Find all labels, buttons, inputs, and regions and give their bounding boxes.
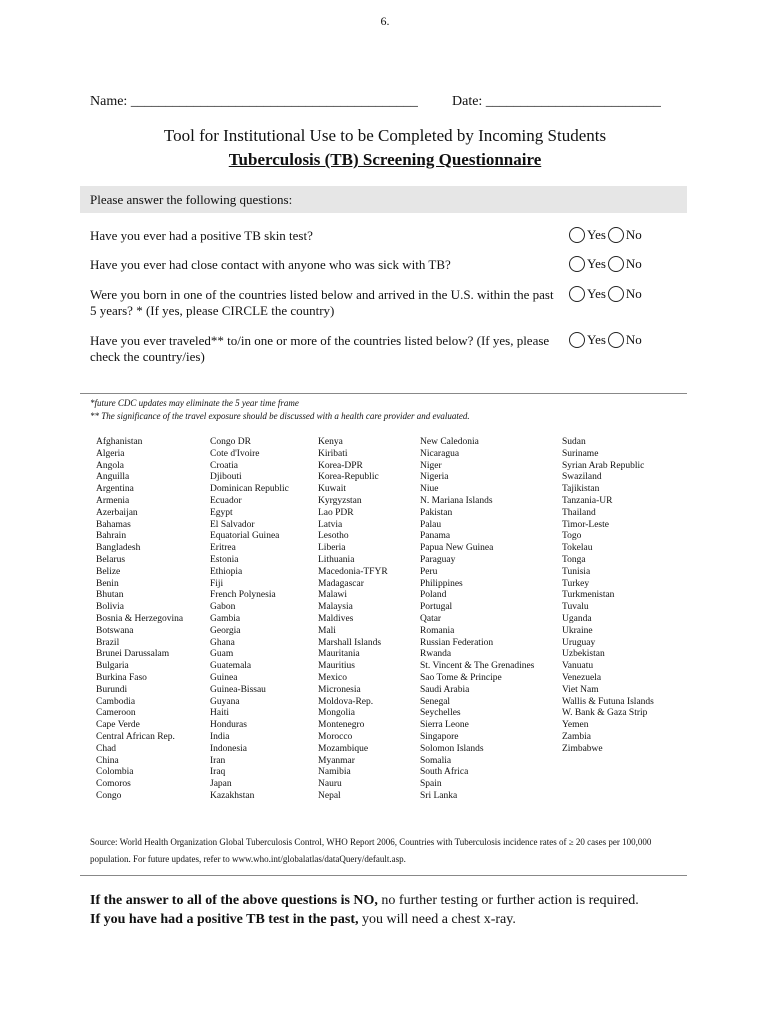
country-item: Eritrea [210,543,236,554]
country-item: Tonga [562,554,586,565]
country-item: Mozambique [318,743,369,754]
country-item: N. Mariana Islands [420,495,493,506]
country-item: Guinea [210,672,238,683]
country-item: Cape Verde [96,720,140,731]
country-item: Tokelau [562,543,593,554]
country-item: Uganda [562,613,592,624]
country-item: Mongolia [318,708,355,719]
document-title: Tool for Institutional Use to be Completed by Incoming Students [163,126,607,145]
country-item: El Salvador [210,519,255,530]
question-1: Have you ever had a positive TB skin test? [90,228,313,243]
country-item: French Polynesia [210,590,276,601]
country-item: Haiti [210,708,229,719]
country-item: Armenia [96,495,130,506]
country-item: Montenegro [318,720,365,731]
country-item: Zambia [562,731,592,742]
question-4-options [569,332,644,348]
country-item: Sao Tome & Principe [420,672,502,683]
footnote-travel: ** The significance of the travel exposure should be discussed with a health care provider and evaluated. [90,411,470,421]
country-item: Timor-Leste [562,519,609,530]
country-item: Japan [210,779,232,790]
no-label: No [625,227,642,242]
country-item: Bahamas [96,519,131,530]
country-item: Guyana [210,696,240,707]
country-item: Central African Rep. [96,731,175,742]
conclusion-no-line [90,893,639,909]
country-item: Liberia [318,543,346,554]
radio-no-q1[interactable] [608,227,624,243]
yes-label: Yes [587,256,606,271]
country-item: Sierra Leone [420,720,469,731]
country-item: Saudi Arabia [420,684,470,695]
country-item: Brunei Darussalam [96,649,170,660]
country-item: Turkmenistan [562,590,615,601]
country-item: Malaysia [318,602,353,613]
country-item: Yemen [562,720,589,731]
country-item: Kiribati [318,448,348,459]
country-item: Bahrain [96,531,127,542]
no-label: No [625,286,642,301]
question-3-options [569,286,644,302]
country-item: Argentina [96,484,134,495]
country-item: Iran [210,755,226,766]
country-item: Bosnia & Herzegovina [96,613,184,624]
country-item: Anguilla [96,472,130,483]
no-label: No [625,256,642,271]
country-item: Sudan [562,437,586,447]
country-item: Pakistan [420,507,453,518]
country-item: Cote d'Ivoire [210,448,260,459]
country-item: Gabon [210,602,236,613]
country-item: Congo DR [210,437,251,447]
country-item: Thailand [562,507,596,518]
footnote-5-year: *future CDC updates may eliminate the 5 year time frame [90,398,299,408]
country-item: Guam [210,649,234,660]
divider [80,875,687,876]
country-item: Bolivia [96,602,124,613]
country-item: Equatorial Guinea [210,531,280,542]
country-item: Malawi [318,590,348,601]
country-item: Uzbekistan [562,649,605,660]
country-item: Kazakhstan [210,790,255,801]
country-item: Croatia [210,460,238,471]
country-item: Venezuela [562,672,602,683]
radio-no-q3[interactable] [608,286,624,302]
country-item: Swaziland [562,472,602,483]
country-item: Indonesia [210,743,247,754]
country-item: Korea-Republic [318,472,379,483]
country-item: Cameroon [96,708,136,719]
country-item: Burkina Faso [96,672,147,683]
country-item: Philippines [420,578,463,589]
country-item: Brazil [96,637,120,648]
country-item: Nicaragua [420,448,460,459]
date-field[interactable]: Date: _________________________ [452,94,661,109]
radio-yes-q4[interactable] [569,332,585,348]
country-item: Djibouti [210,472,242,483]
country-item: Iraq [210,767,226,778]
country-item: Latvia [318,519,343,530]
country-item: Nauru [318,779,342,790]
country-item: Kuwait [318,484,346,495]
country-item: Morocco [318,731,353,742]
country-item: Maldives [318,613,354,624]
country-item: Bhutan [96,590,124,601]
country-item: Papua New Guinea [420,543,494,554]
country-item: Peru [420,566,438,577]
question-2-options [569,256,644,272]
country-item: Poland [420,590,447,601]
source-note: Source: World Health Organization Global Tuberculosis Control, WHO Report 2006, Countries with Tuberculosis incidence rates of ≥ 20 cases per 100,000 population. For future updates, refer to www.who.int/globalatlas/dataQuery/default.asp. [90,837,652,864]
country-item: Belize [96,566,121,577]
country-item: Myanmar [318,755,355,766]
country-item: St. Vincent & The Grenadines [420,661,535,672]
country-item: Moldova-Rep. [318,696,374,707]
country-item: South Africa [420,767,469,778]
question-4: Have you ever traveled** to/in one or more of the countries listed below? (If yes, please check the country/ies) [90,333,550,364]
country-item: Lesotho [318,531,349,542]
radio-yes-q2[interactable] [569,256,585,272]
country-item: Namibia [318,767,351,778]
country-item: China [96,755,119,766]
country-item: Syrian Arab Republic [562,460,645,471]
country-item: Russian Federation [420,637,494,648]
country-item: Tanzania-UR [562,495,613,506]
country-item: Marshall Islands [318,637,382,648]
country-item: Ukraine [562,625,593,636]
country-item: Guatemala [210,661,252,672]
country-item: Palau [420,519,442,530]
country-item: Guinea-Bissau [210,684,266,695]
country-item: New Caledonia [420,437,479,447]
document-subtitle: Tuberculosis (TB) Screening Questionnaire [228,150,542,169]
country-item: Mauritania [318,649,360,660]
country-item: Wallis & Futuna Islands [562,696,654,707]
divider [80,393,687,394]
country-column-2 [210,437,289,803]
question-2: Have you ever had close contact with anyone who was sick with TB? [90,257,451,272]
country-item: Congo [96,790,122,801]
conclusion-positive-rest: you will need a chest x-ray. [358,912,516,927]
country-item: Burundi [96,684,128,695]
country-item: Singapore [420,731,459,742]
conclusion-no-bold: If the answer to all of the above questions is NO, [90,893,378,908]
country-column-5 [562,437,654,756]
country-column-3 [318,437,388,803]
country-item: Seychelles [420,708,461,719]
country-item: Belarus [96,554,126,565]
country-item: Senegal [420,696,451,707]
country-item: Bulgaria [96,661,129,672]
country-item: Spain [420,779,442,790]
country-item: Qatar [420,613,442,624]
country-item: Vanuatu [562,661,594,672]
country-item: Chad [96,743,117,754]
country-item: Benin [96,578,119,589]
country-item: Kyrgyzstan [318,495,362,506]
country-item: Rwanda [420,649,452,660]
country-item: Zimbabwe [562,743,603,754]
conclusion-positive-bold: If you have had a positive TB test in the past, [90,912,359,927]
country-item: Tajikistan [562,484,600,495]
yes-label: Yes [587,332,606,347]
country-item: Cambodia [96,696,136,707]
page-number: 6. [380,14,390,28]
country-item: Suriname [562,448,599,459]
country-item: Botswana [96,625,134,636]
country-item: Nepal [318,790,341,801]
no-label: No [625,332,642,347]
country-item: Algeria [96,448,125,459]
conclusion-no-rest: no further testing or further action is required. [377,893,639,908]
yes-label: Yes [587,286,606,301]
country-item: Niue [420,484,439,495]
country-item: Fiji [210,578,224,589]
country-item: Paraguay [420,554,456,565]
country-item: Kenya [318,437,343,447]
radio-yes-q1[interactable] [569,227,585,243]
country-item: Colombia [96,767,134,778]
country-item: Tunisia [562,566,591,577]
country-column-1 [96,437,183,803]
country-item: Azerbaijan [96,507,138,518]
country-item: Georgia [210,625,241,636]
conclusion-positive-line [90,912,516,928]
country-item: Portugal [420,602,453,613]
country-item: Estonia [210,554,239,565]
country-item: Korea-DPR [318,460,363,471]
country-item: Macedonia-TFYR [318,566,388,577]
country-item: Angola [96,460,124,471]
country-item: Mali [318,625,336,636]
country-item: Honduras [210,720,247,731]
country-item: Sri Lanka [420,790,458,801]
country-item: Madagascar [318,578,364,589]
radio-yes-q3[interactable] [569,286,585,302]
country-item: Dominican Republic [210,484,289,495]
country-item: Ethiopia [210,566,243,577]
country-item: Viet Nam [562,684,599,695]
country-item: Micronesia [318,684,361,695]
country-item: Comoros [96,779,131,790]
country-item: Ecuador [210,495,242,506]
country-item: Bangladesh [96,543,141,554]
country-item: Romania [420,625,455,636]
country-item: Gambia [210,613,241,624]
instructions-bar [80,186,687,213]
country-item: Solomon Islands [420,743,484,754]
country-item: W. Bank & Gaza Strip [562,708,648,719]
question-3: Were you born in one of the countries listed below and arrived in the U.S. within the past 5 years? * (If yes, please CIRCLE the country) [90,287,554,318]
country-item: Uruguay [562,637,596,648]
country-item: Niger [420,460,442,471]
instructions-text: Please answer the following questions: [90,192,293,207]
name-field[interactable]: Name: _________________________________________ [90,94,418,109]
radio-no-q2[interactable] [608,256,624,272]
country-column-4 [420,437,534,803]
question-1-options [569,227,644,243]
country-item: Nigeria [420,472,449,483]
country-item: Egypt [210,507,233,518]
country-item: Ghana [210,637,235,648]
country-item: Turkey [562,578,590,589]
country-item: Lithuania [318,554,355,565]
radio-no-q4[interactable] [608,332,624,348]
country-item: Lao PDR [318,507,354,518]
country-item: Togo [562,531,582,542]
yes-label: Yes [587,227,606,242]
country-item: Panama [420,531,451,542]
country-item: Afghanistan [96,437,143,447]
country-item: Mexico [318,672,348,683]
country-item: Somalia [420,755,452,766]
country-item: India [210,731,230,742]
country-item: Mauritius [318,661,355,672]
country-item: Tuvalu [562,602,589,613]
